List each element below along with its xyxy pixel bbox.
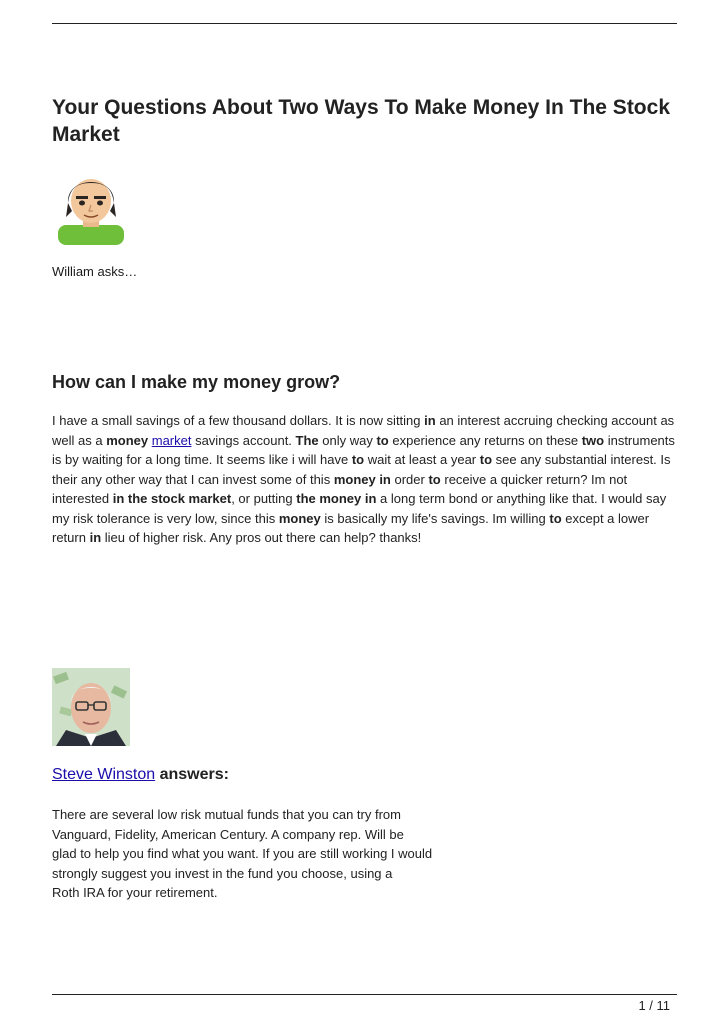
answer-line: strongly suggest you invest in the fund you choose, using a: [52, 865, 393, 881]
question-body: [52, 411, 677, 548]
asker-line: William asks…: [52, 264, 138, 279]
question-text: lieu of higher risk. Any pros out there can help? thanks!: [101, 530, 422, 545]
bold-keyword: money: [278, 510, 321, 526]
bold-keyword: to: [549, 510, 562, 526]
header-rule: [52, 23, 677, 24]
bold-keyword: in: [89, 530, 102, 545]
question-text: receive a quicker return? Im not interested: [52, 471, 628, 506]
bold-keyword: the money in: [296, 491, 377, 506]
question-text: is basically my life's savings. Im willing: [320, 510, 550, 526]
cartoon-boy-avatar-icon: [52, 167, 130, 245]
question-text: savings account.: [191, 432, 296, 448]
bold-keyword: to: [376, 432, 389, 448]
question-text: order: [390, 471, 429, 487]
answer-line: There are several low risk mutual funds that you can try from: [52, 807, 401, 822]
bold-keyword: two: [581, 432, 605, 448]
bold-keyword: in the stock market: [112, 491, 232, 506]
bold-keyword: money: [106, 432, 149, 448]
answer-line: Vanguard, Fidelity, American Century. A company rep. Will be: [52, 826, 404, 842]
question-text: a long term bond or anything like that. I would say my risk tolerance is very low, since this: [52, 491, 667, 526]
answer-line: glad to help you find what you want. If you are still working I would: [52, 846, 433, 861]
question-text: an interest accruing checking account as well as a: [52, 413, 675, 448]
question-text: , or putting: [231, 491, 297, 506]
question-text: only way: [318, 432, 377, 448]
market-link[interactable]: market: [151, 432, 192, 448]
bold-keyword: to: [479, 452, 493, 467]
bold-keyword: to: [428, 471, 441, 487]
footer-rule: [52, 994, 677, 995]
question-text: except a lower return: [52, 510, 650, 545]
question-title: How can I make my money grow?: [52, 372, 341, 392]
bold-keyword: to: [351, 452, 365, 467]
answer-header: [52, 764, 229, 786]
page-number: 1 / 11: [638, 998, 670, 1013]
question-text: see any substantial interest. Is their any other way that I can invest some of this: [52, 452, 671, 487]
answer-line: Roth IRA for your retirement.: [52, 885, 218, 900]
question-text: I have a small savings of a few thousand dollars. It is now sitting: [52, 413, 425, 428]
question-text: wait at least a year: [364, 452, 480, 467]
answer-label: answers:: [159, 766, 229, 783]
bold-keyword: money in: [333, 471, 391, 487]
question-text: instruments is by waiting for a long time. It seems like i will have: [52, 432, 675, 467]
answer-body: [52, 805, 522, 903]
bold-keyword: in: [424, 413, 436, 428]
question-text: experience any returns on these: [388, 432, 582, 448]
page-title: Your Questions About Two Ways To Make Money In The Stock Market: [52, 96, 670, 146]
elderly-man-glasses-photo-icon: [52, 668, 130, 746]
bold-keyword: The: [295, 432, 319, 448]
answer-author-link[interactable]: Steve Winston: [52, 766, 156, 783]
